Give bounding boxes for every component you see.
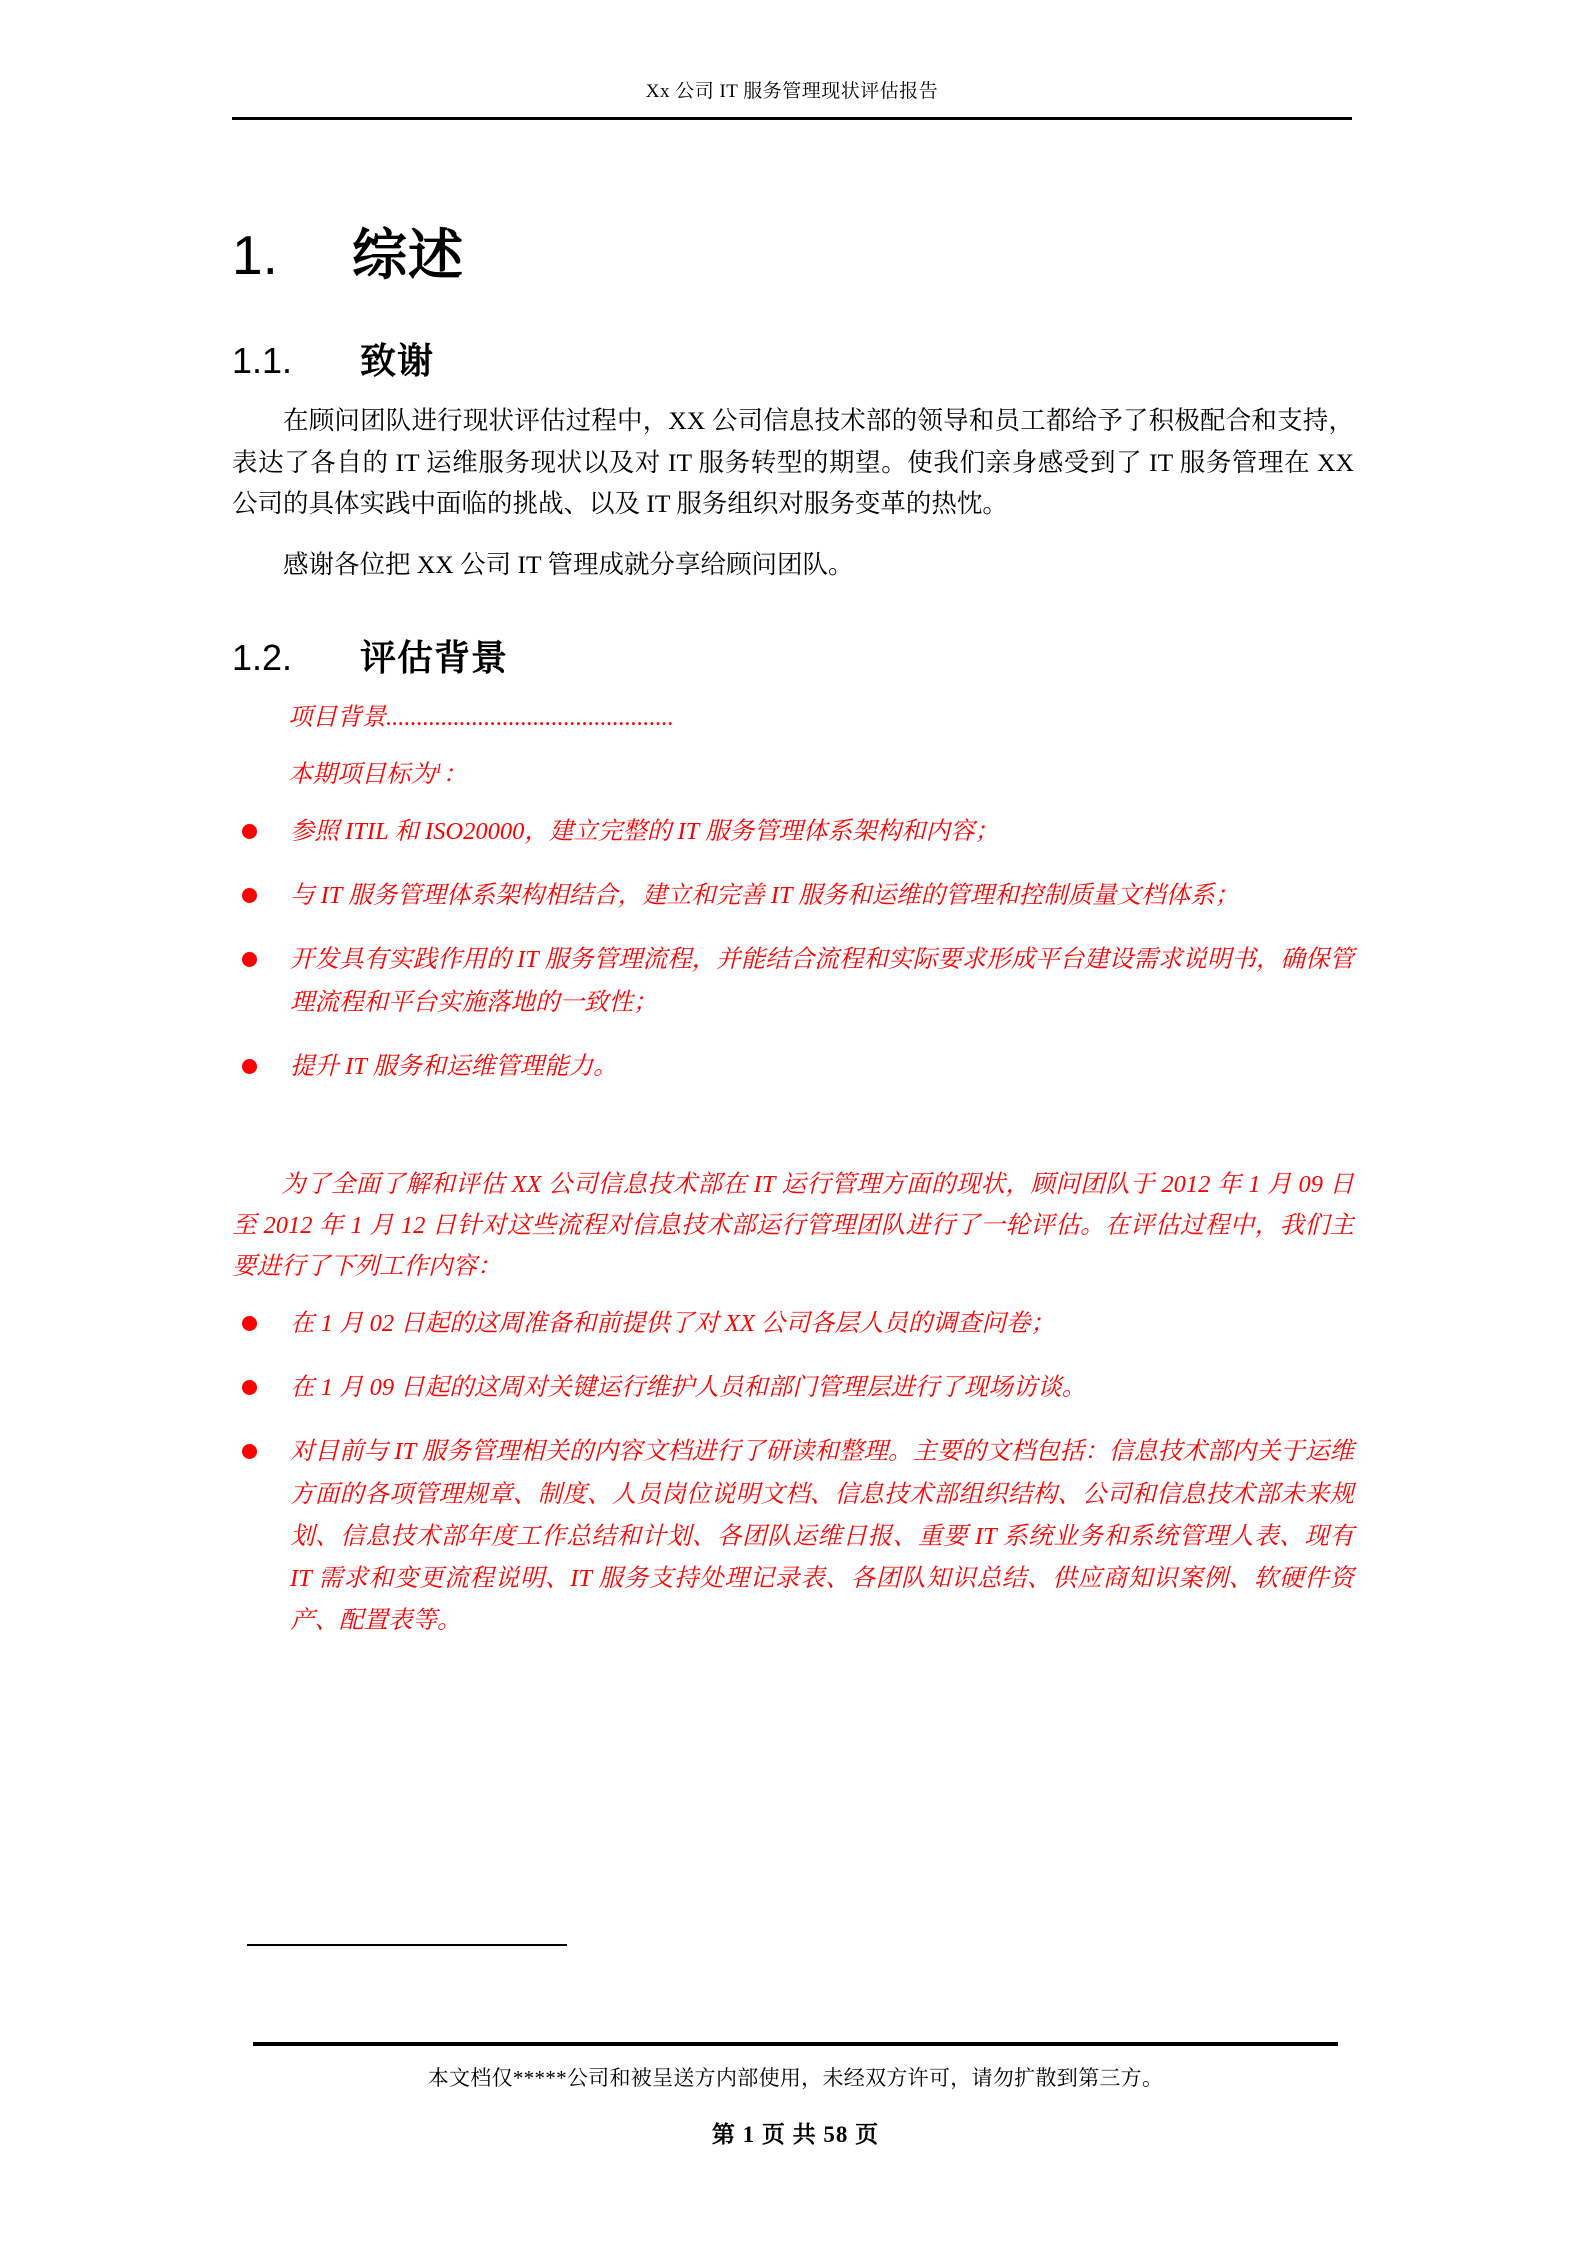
page-footer	[253, 2042, 1338, 2149]
chapter-title: 综述	[352, 224, 465, 286]
list-item-text: 开发具有实践作用的 IT 服务管理流程，并能结合流程和实际要求形成平台建设需求说明书，确保管理流程和平台实施落地的一致性；	[290, 946, 1354, 1016]
bullet-dot-icon	[242, 1059, 257, 1074]
acknowledgement-paragraph-2: 感谢各位把 XX 公司 IT 管理成就分享给顾问团队。	[283, 550, 854, 580]
list-item	[232, 1303, 1354, 1345]
confidentiality-note: 本文档仅*****公司和被呈送方内部使用，未经双方许可，请勿扩散到第三方。	[427, 2066, 1164, 2090]
header-title: Xx 公司 IT 服务管理现状评估报告	[645, 81, 939, 102]
chapter-number: 1.	[232, 224, 278, 286]
acknowledgement-paragraph-1: 在顾问团队进行现状评估过程中，XX 公司信息技术部的领导和员工都给予了积极配合和支持，表达了各自的 IT 运维服务现状以及对 IT 服务转型的期望。使我们亲身感受到了 IT 服务管理在 XX 公司的具体实践中面临的挑战、以及 IT 服务组织对服务变革的热忱。	[232, 406, 1354, 519]
list-item	[232, 811, 1354, 853]
list-item	[232, 1431, 1354, 1642]
bullet-dot-icon	[242, 952, 257, 967]
section-title-1-1: 致谢	[360, 340, 435, 382]
footnote-separator-rule	[247, 1944, 567, 1946]
list-item	[232, 1046, 1354, 1088]
list-item	[232, 1367, 1354, 1409]
page-header	[232, 76, 1352, 120]
list-item-text: 提升 IT 服务和运维管理能力。	[290, 1052, 618, 1080]
block-spacer	[232, 1110, 1354, 1164]
chapter-heading	[232, 206, 1354, 297]
list-item-text: 在 1 月 09 日起的这周对关键运行维护人员和部门管理层进行了现场访谈。	[290, 1374, 1087, 1402]
list-item-text: 在 1 月 02 日起的这周准备和前提供了对 XX 公司各层人员的调查问卷；	[290, 1310, 1055, 1338]
goals-intro-colon: ：	[442, 760, 468, 788]
list-item-text: 与 IT 服务管理体系架构相结合，建立和完善 IT 服务和运维的管理和控制质量文档体系；	[290, 882, 1240, 910]
bullet-dot-icon	[242, 1380, 257, 1395]
list-item-text: 参照 ITIL 和 ISO20000，建立完整的 IT 服务管理体系架构和内容；	[290, 818, 999, 846]
bullet-dot-icon	[242, 824, 257, 839]
list-item	[232, 939, 1354, 1023]
work-items-list	[232, 1303, 1354, 1642]
header-rule	[232, 117, 1352, 120]
list-item-text: 对目前与 IT 服务管理相关的内容文档进行了研读和整理。主要的文档包括：信息技术部内关于运维方面的各项管理规章、制度、人员岗位说明文档、信息技术部组织结构、公司和信息技术部未来规划、信息技术部年度工作总结和计划、各团队运维日报、重要 IT 系统业务和系统管理人表、现有 IT 需求和变更流程说明、IT 服务支持处理记录表、各团队知识总结、供应商知识案例、软硬件资产、配置表等。	[290, 1438, 1354, 1634]
project-background-placeholder: 项目背景...............................................	[288, 703, 674, 731]
bullet-dot-icon	[242, 1316, 257, 1331]
goals-intro-text: 本期项目标为	[288, 760, 435, 788]
section-number-1-2: 1.2.	[232, 636, 293, 678]
section-number-1-1: 1.1.	[232, 340, 293, 382]
document-body	[232, 206, 1354, 1664]
section-heading-1-1	[232, 297, 1354, 400]
goals-intro	[288, 754, 1354, 795]
footnote-marker: 1	[435, 759, 443, 777]
section-title-1-2: 评估背景	[360, 636, 509, 678]
section-heading-1-2	[232, 594, 1354, 697]
project-goals-list	[232, 811, 1354, 1088]
bullet-dot-icon	[242, 888, 257, 903]
list-item	[232, 875, 1354, 917]
background-red-block	[288, 697, 1354, 795]
page-number-label: 第 1 页 共 58 页	[711, 2122, 880, 2147]
bullet-dot-icon	[242, 1444, 257, 1459]
assessment-paragraph: 为了全面了解和评估 XX 公司信息技术部在 IT 运行管理方面的现状，顾问团队于 2012 年 1 月 09 日至 2012 年 1 月 12 日针对这些流程对信息技术部运行管理团队进行了一轮评估。在评估过程中，我们主要进行了下列工作内容：	[232, 1170, 1354, 1281]
